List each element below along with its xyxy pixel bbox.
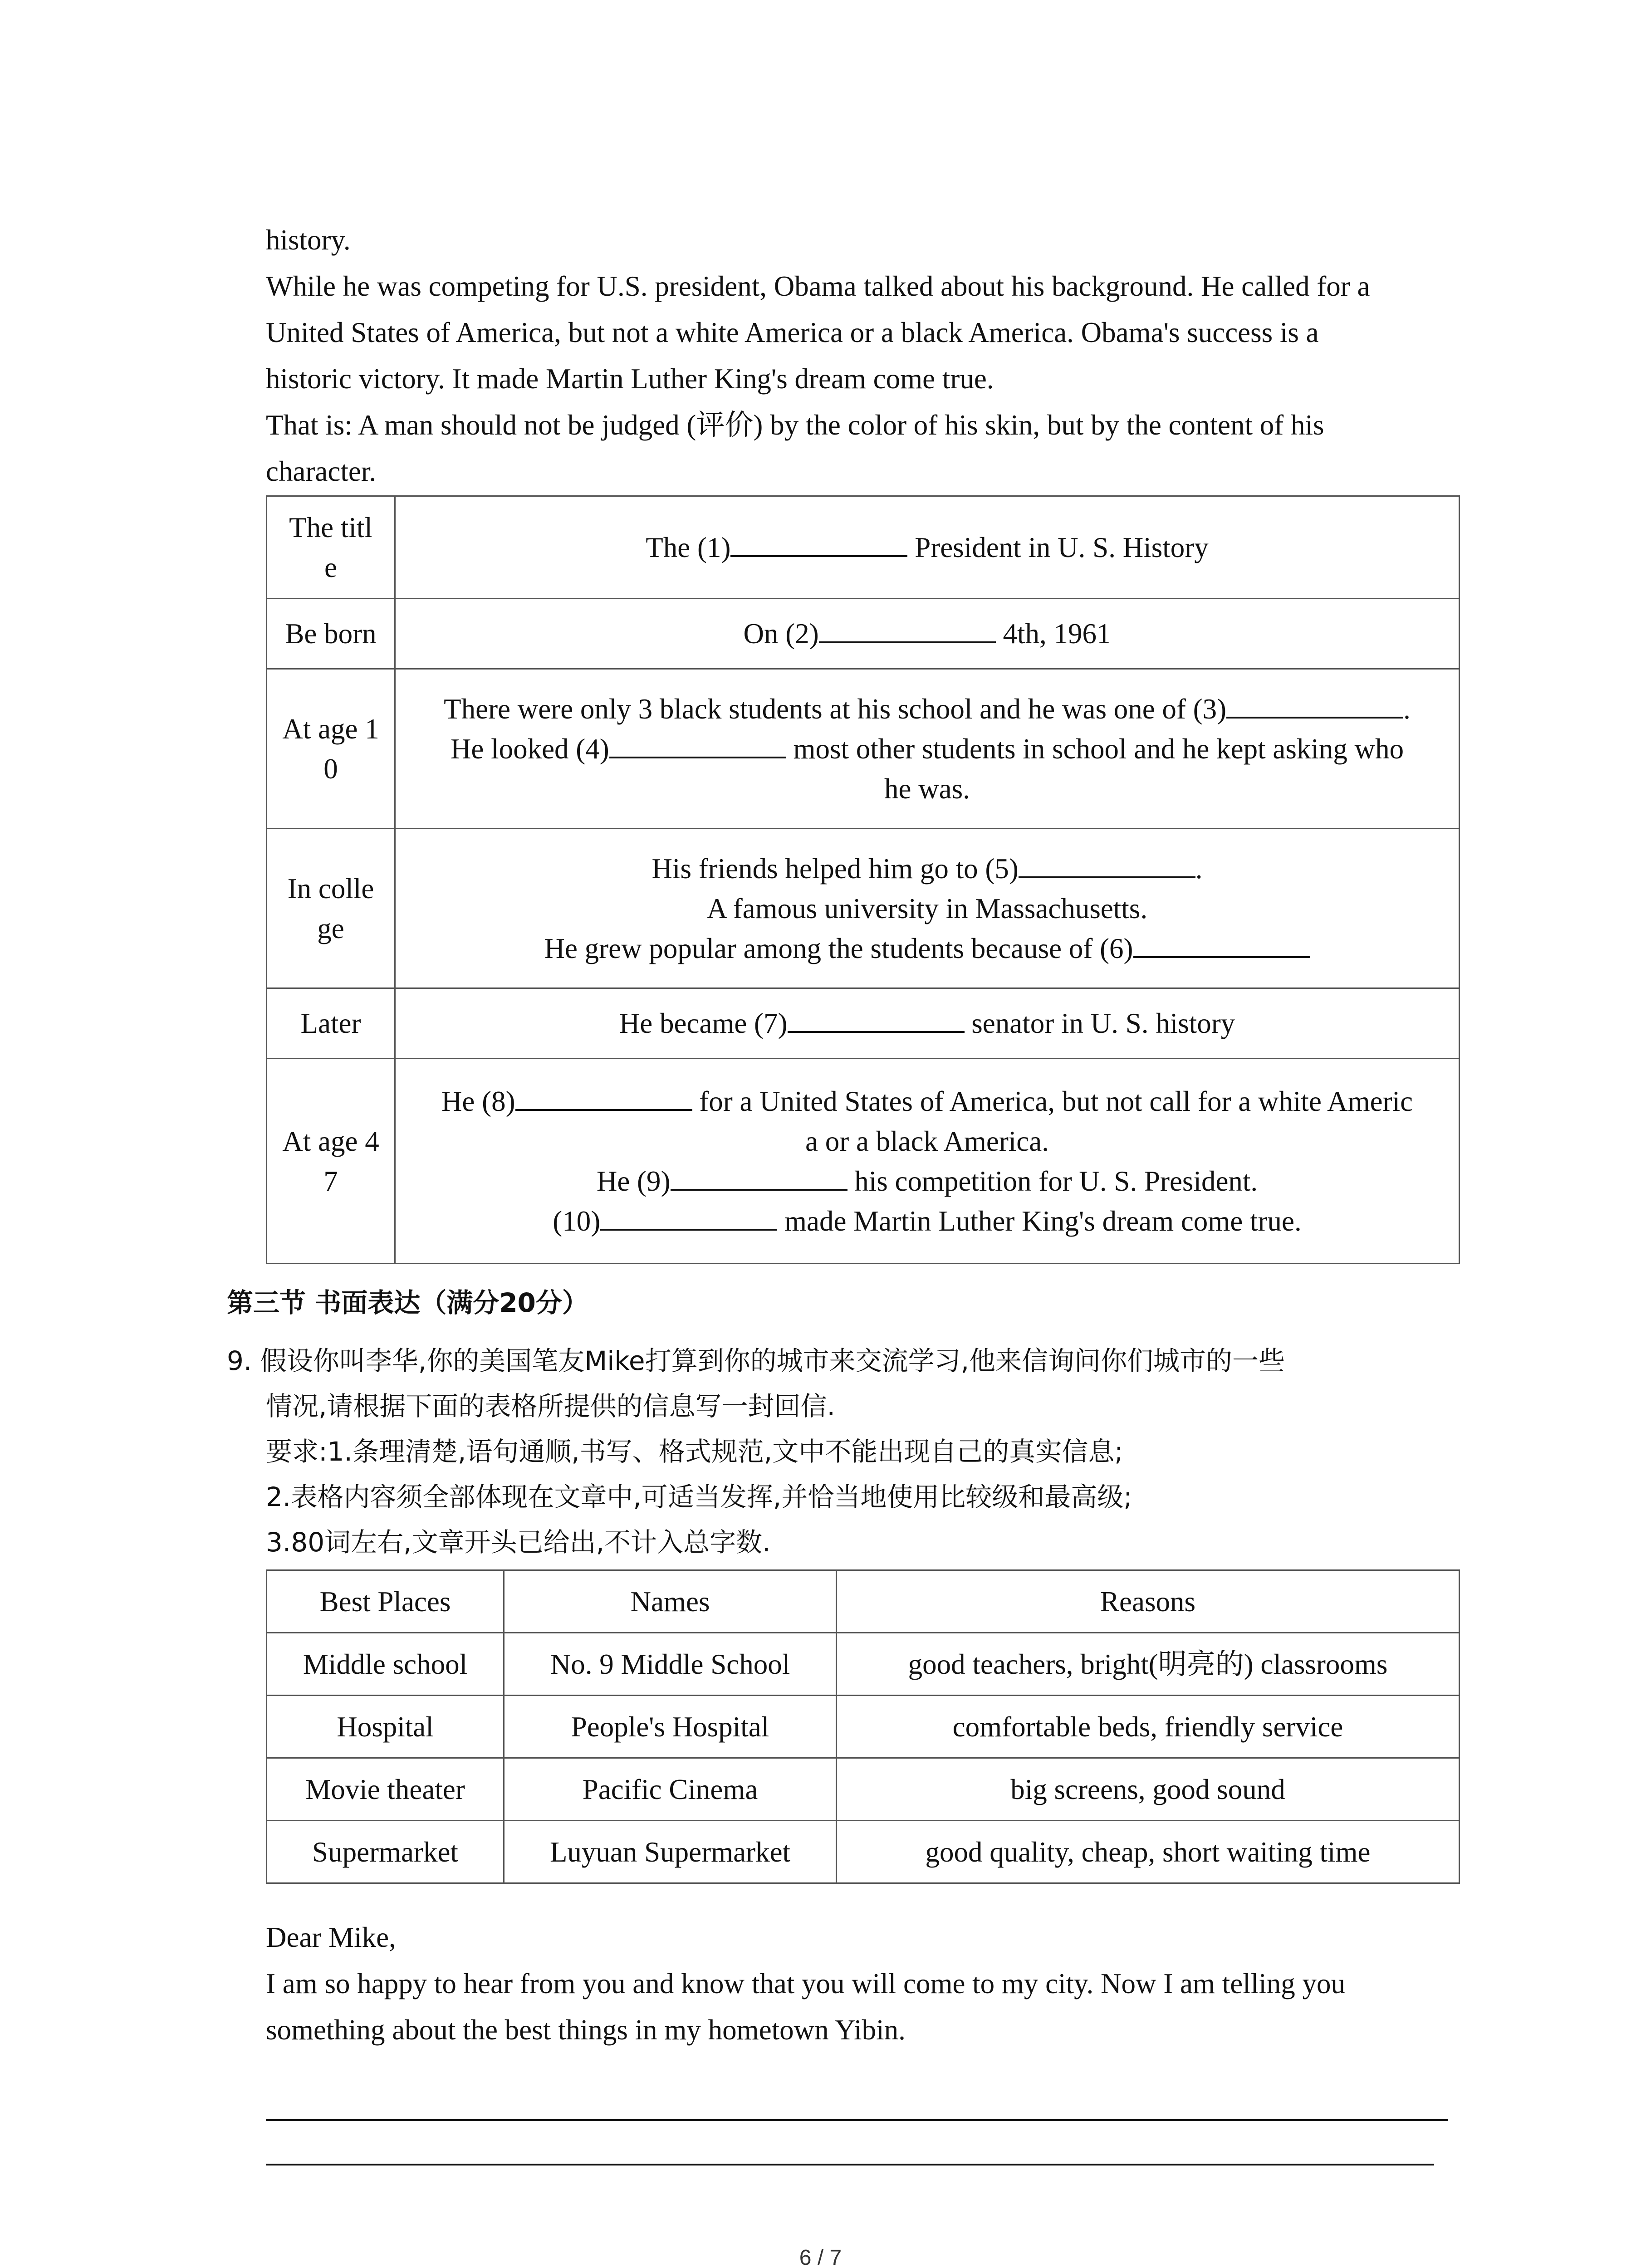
reason-cell: good quality, cheap, short waiting time — [837, 1821, 1460, 1883]
table-row — [267, 1758, 1460, 1821]
answer-blank-6[interactable] — [1133, 930, 1310, 958]
question-line: 要求:1.条理清楚,语句通顺,书写、格式规范,文中不能出现自己的真实信息; — [266, 1436, 1123, 1467]
name-cell: Luyuan Supermarket — [504, 1821, 837, 1883]
writing-line-1[interactable] — [266, 2119, 1448, 2121]
place-cell: Middle school — [267, 1633, 504, 1696]
page-number: 6 / 7 — [799, 2246, 842, 2268]
letter-line: something about the best things in my hometown Yibin. — [266, 2014, 906, 2046]
answer-blank-1[interactable] — [730, 529, 907, 557]
question-line: 情况,请根据下面的表格所提供的信息写一封回信. — [266, 1391, 835, 1422]
best-places-table — [266, 1569, 1460, 1884]
writing-question — [227, 1338, 1479, 1565]
passage-text — [266, 217, 1459, 494]
obama-info-table — [266, 495, 1460, 1264]
question-line: 3.80词左右,文章开头已给出,不计入总字数. — [266, 1527, 771, 1558]
passage-line: character. — [266, 455, 377, 487]
answer-blank-3[interactable] — [1226, 690, 1403, 719]
answer-blank-2[interactable] — [819, 615, 996, 643]
header-reasons: Reasons — [837, 1570, 1460, 1633]
row-content-later: He became (7) senator in U. S. history — [395, 988, 1460, 1059]
passage-line: While he was competing for U.S. president, Obama talked about his background. He called for a — [266, 270, 1370, 302]
question-line: 9. 假设你叫李华,你的美国笔友Mike打算到你的城市来交流学习,他来信询问你们城市的一些 — [227, 1345, 1285, 1376]
letter-line: I am so happy to hear from you and know that you will come to my city. Now I am telling you — [266, 1968, 1345, 1999]
row-content-born: On (2) 4th, 1961 — [395, 599, 1460, 669]
answer-blank-4[interactable] — [609, 730, 786, 758]
name-cell: Pacific Cinema — [504, 1758, 837, 1821]
letter-salutation: Dear Mike, — [266, 1921, 396, 1953]
row-content-college: His friends helped him go to (5) . A famous university in Massachusetts. He grew popular among the students because of (6) — [395, 829, 1460, 988]
writing-line-2[interactable] — [266, 2164, 1434, 2165]
name-cell: People's Hospital — [504, 1696, 837, 1758]
answer-blank-7[interactable] — [788, 1005, 965, 1033]
row-label-later: Later — [267, 988, 395, 1059]
section-title: 第三节 书面表达（满分20分） — [227, 1287, 588, 1318]
place-cell: Supermarket — [267, 1821, 504, 1883]
letter-text — [266, 1914, 1459, 2053]
row-content-age47: He (8) for a United States of America, but not call for a white Americ a or a black America. He (9) his competition for U. S. President. (10) made Martin Luther King's dream come true. — [395, 1059, 1460, 1264]
answer-blank-10[interactable] — [600, 1202, 777, 1231]
row-content-age10: There were only 3 black students at his school and he was one of (3) . He looked (4) most other students in school and he kept asking who he was. — [395, 669, 1460, 829]
table-row — [267, 1696, 1460, 1758]
place-cell: Movie theater — [267, 1758, 504, 1821]
answer-blank-5[interactable] — [1019, 850, 1195, 878]
row-label-born: Be born — [267, 599, 395, 669]
row-label-college: In colle ge — [267, 829, 395, 988]
row-label-age47: At age 4 7 — [267, 1059, 395, 1264]
table-row — [267, 1633, 1460, 1696]
place-cell: Hospital — [267, 1696, 504, 1758]
name-cell: No. 9 Middle School — [504, 1633, 837, 1696]
passage-line: historic victory. It made Martin Luther King's dream come true. — [266, 363, 994, 395]
answer-blank-8[interactable] — [515, 1083, 692, 1111]
row-label-title: The titl e — [267, 496, 395, 599]
passage-line: history. — [266, 224, 351, 256]
reason-cell: comfortable beds, friendly service — [837, 1696, 1460, 1758]
reason-cell: big screens, good sound — [837, 1758, 1460, 1821]
row-label-age10: At age 1 0 — [267, 669, 395, 829]
row-content-title: The (1) President in U. S. History — [395, 496, 1460, 599]
passage-line: United States of America, but not a white America or a black America. Obama's success is a — [266, 317, 1319, 348]
question-line: 2.表格内容须全部体现在文章中,可适当发挥,并恰当地使用比较级和最高级; — [266, 1481, 1132, 1512]
answer-blank-9[interactable] — [671, 1163, 847, 1191]
header-names: Names — [504, 1570, 837, 1633]
table-row — [267, 1821, 1460, 1883]
passage-line: That is: A man should not be judged (评价) by the color of his skin, but by the content of his — [266, 409, 1324, 441]
reason-cell: good teachers, bright(明亮的) classrooms — [837, 1633, 1460, 1696]
header-best-places: Best Places — [267, 1570, 504, 1633]
